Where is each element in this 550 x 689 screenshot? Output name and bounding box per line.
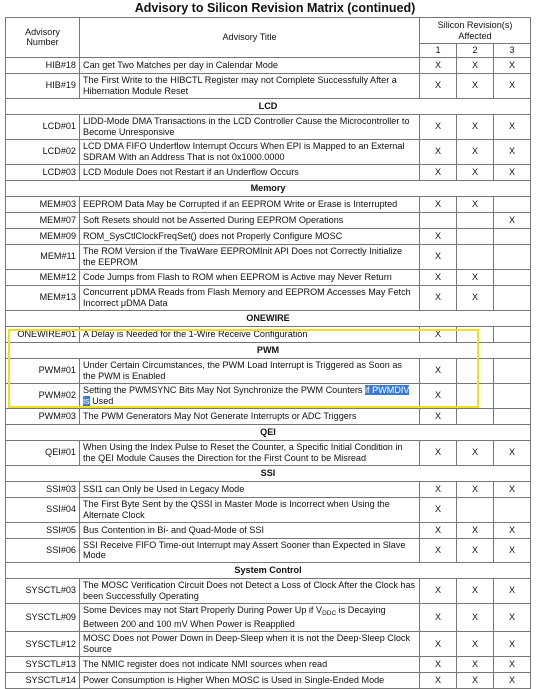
section-row: [6, 98, 531, 114]
revision-3-cell: X: [494, 672, 531, 688]
revision-1-cell: X: [420, 672, 457, 688]
revision-2-cell: [457, 326, 494, 342]
revision-2-cell: [457, 408, 494, 424]
revision-3-cell: X: [494, 656, 531, 672]
advisory-title: The MOSC Verification Circuit Does not Detect a Loss of Clock After the Clock has been Successfully Operating: [80, 578, 420, 603]
revision-2-cell: X: [457, 114, 494, 139]
table-row: [6, 244, 531, 269]
table-row: [6, 538, 531, 562]
revision-3-cell: X: [494, 522, 531, 538]
advisory-title: LCD DMA FIFO Underflow Interrupt Occurs When EPI is Mapped to an External SDRAM With an Address That is not 0x1000.0000: [80, 139, 420, 164]
advisory-number: LCD#02: [6, 139, 80, 164]
revision-3-cell: [494, 244, 531, 269]
revision-3-cell: X: [494, 631, 531, 656]
table-row: [6, 408, 531, 424]
advisory-title: Power Consumption is Higher When MOSC is Used in Single-Ended Mode: [80, 672, 420, 688]
subscript-text: DDC: [322, 609, 337, 617]
table-row: [6, 139, 531, 164]
table-row: [6, 114, 531, 139]
revision-1-cell: X: [420, 196, 457, 212]
advisory-title: [80, 383, 420, 408]
revision-2-cell: X: [457, 164, 494, 180]
revision-3-cell: X: [494, 212, 531, 228]
revision-3-cell: X: [494, 57, 531, 73]
revision-3-cell: X: [494, 440, 531, 465]
advisory-title: Bus Contention in Bi- and Quad-Mode of SSI: [80, 522, 420, 538]
advisory-title-text: Setting the PWMSYNC Bits May Not Synchronize the PWM Counters: [83, 385, 366, 395]
section-heading: ONEWIRE: [6, 310, 531, 326]
revision-1-cell: X: [420, 285, 457, 310]
table-row: [6, 73, 531, 98]
revision-3-cell: [494, 228, 531, 244]
revision-1-cell: X: [420, 139, 457, 164]
advisory-title: Can get Two Matches per day in Calendar Mode: [80, 57, 420, 73]
header-advisory-title: Advisory Title: [80, 18, 420, 58]
section-heading: SSI: [6, 465, 531, 481]
revision-1-cell: X: [420, 408, 457, 424]
section-heading: Memory: [6, 180, 531, 196]
table-row: [6, 497, 531, 522]
table-row: [6, 522, 531, 538]
advisory-number: SSI#05: [6, 522, 80, 538]
revision-3-cell: X: [494, 481, 531, 497]
revision-1-cell: X: [420, 57, 457, 73]
revision-3-cell: X: [494, 114, 531, 139]
revision-2-cell: [457, 244, 494, 269]
revision-1-cell: X: [420, 326, 457, 342]
revision-2-cell: X: [457, 73, 494, 98]
table-row: [6, 196, 531, 212]
section-row: [6, 424, 531, 440]
table-row: [6, 285, 531, 310]
revision-2-cell: X: [457, 672, 494, 688]
advisory-title: Under Certain Circumstances, the PWM Load Interrupt is Triggered as Soon as the PWM is Enabled: [80, 358, 420, 383]
revision-2-cell: X: [457, 269, 494, 285]
advisory-number: MEM#12: [6, 269, 80, 285]
revision-1-cell: X: [420, 538, 457, 562]
advisory-title: SSI Receive FIFO Time-out Interrupt may Assert Sooner than Expected in Slave Mode: [80, 538, 420, 562]
revision-1-cell: X: [420, 73, 457, 98]
advisory-number: SYSCTL#13: [6, 656, 80, 672]
section-heading: System Control: [6, 562, 531, 578]
table-body: [6, 57, 531, 688]
revision-3-cell: X: [494, 73, 531, 98]
revision-1-cell: X: [420, 114, 457, 139]
advisory-title: The NMIC register does not indicate NMI sources when read: [80, 656, 420, 672]
section-row: [6, 562, 531, 578]
advisory-title-text: Used: [89, 395, 114, 406]
advisory-title: A Delay is Needed for the 1-Wire Receive Configuration: [80, 326, 420, 342]
advisory-number: SSI#03: [6, 481, 80, 497]
revision-3-cell: X: [494, 538, 531, 562]
advisory-number: SSI#06: [6, 538, 80, 562]
advisory-number: MEM#09: [6, 228, 80, 244]
revision-3-cell: [494, 408, 531, 424]
advisory-title: The First Write to the HIBCTL Register may not Complete Successfully After a Hibernation Module Reset: [80, 73, 420, 98]
revision-2-cell: [457, 358, 494, 383]
advisory-title-text: Some Devices may not Start Properly During Power Up if V: [83, 604, 323, 615]
advisory-title: Concurrent μDMA Reads from Flash Memory and EEPROM Accesses May Fetch Incorrect μDMA Data: [80, 285, 420, 310]
table-row: [6, 440, 531, 465]
advisory-title: SSI1 can Only be Used in Legacy Mode: [80, 481, 420, 497]
revision-1-cell: X: [420, 481, 457, 497]
advisory-number: SYSCTL#09: [6, 603, 80, 631]
advisory-title: Code Jumps from Flash to ROM when EEPROM is Active may Never Return: [80, 269, 420, 285]
advisory-number: QEI#01: [6, 440, 80, 465]
table-row: [6, 212, 531, 228]
revision-1-cell: X: [420, 244, 457, 269]
section-row: [6, 310, 531, 326]
advisory-title: Soft Resets should not be Asserted During EEPROM Operations: [80, 212, 420, 228]
revision-2-cell: X: [457, 139, 494, 164]
revision-3-cell: [494, 358, 531, 383]
advisory-number: MEM#11: [6, 244, 80, 269]
revision-3-cell: X: [494, 578, 531, 603]
revision-2-cell: X: [457, 285, 494, 310]
section-heading: LCD: [6, 98, 531, 114]
revision-3-cell: X: [494, 139, 531, 164]
section-row: [6, 342, 531, 358]
table-row: [6, 57, 531, 73]
advisory-title: The First Byte Sent by the QSSI in Master Mode is Incorrect when Using the Alternate Clock: [80, 497, 420, 522]
section-row: [6, 465, 531, 481]
advisory-number: ONEWIRE#01: [6, 326, 80, 342]
advisory-number: SYSCTL#14: [6, 672, 80, 688]
section-row: [6, 180, 531, 196]
header-silicon-revisions: Silicon Revision(s) Affected: [420, 18, 531, 44]
revision-2-cell: [457, 212, 494, 228]
advisory-title: The PWM Generators May Not Generate Interrupts or ADC Triggers: [80, 408, 420, 424]
table-row: [6, 358, 531, 383]
revision-2-cell: [457, 497, 494, 522]
advisory-number: MEM#07: [6, 212, 80, 228]
advisory-number: PWM#02: [6, 383, 80, 408]
header-advisory-number: Advisory Number: [6, 18, 80, 58]
revision-1-cell: X: [420, 383, 457, 408]
revision-3-cell: [494, 383, 531, 408]
table-row: [6, 656, 531, 672]
advisory-number: LCD#01: [6, 114, 80, 139]
revision-1-cell: X: [420, 578, 457, 603]
table-row: [6, 672, 531, 688]
advisory-title: When Using the Index Pulse to Reset the Counter, a Specific Initial Condition in the QEI Module Causes the Direction for the First Count to be Misread: [80, 440, 420, 465]
table-row: [6, 164, 531, 180]
advisory-number: PWM#01: [6, 358, 80, 383]
table-row: [6, 383, 531, 408]
advisory-title: MOSC Does not Power Down in Deep-Sleep when it is not the Deep-Sleep Clock Source: [80, 631, 420, 656]
revision-2-cell: X: [457, 631, 494, 656]
revision-3-cell: [494, 497, 531, 522]
revision-1-cell: X: [420, 631, 457, 656]
header-rev-1: 1: [420, 44, 457, 58]
section-heading: PWM: [6, 342, 531, 358]
advisory-title: EEPROM Data May be Corrupted if an EEPROM Write or Erase is Interrupted: [80, 196, 420, 212]
revision-3-cell: [494, 269, 531, 285]
revision-1-cell: X: [420, 440, 457, 465]
advisory-title-text: is Decaying Between 200 and 100 mV When Power is Reapplied: [83, 604, 386, 630]
table-row: [6, 481, 531, 497]
revision-2-cell: X: [457, 481, 494, 497]
advisory-number: SSI#04: [6, 497, 80, 522]
page-title: Advisory to Silicon Revision Matrix (continued): [134, 1, 416, 15]
revision-3-cell: X: [494, 164, 531, 180]
revision-2-cell: [457, 383, 494, 408]
table-row: [6, 326, 531, 342]
advisory-matrix-table: [5, 17, 531, 689]
table-row: [6, 578, 531, 603]
revision-3-cell: X: [494, 603, 531, 631]
table-row: [6, 603, 531, 631]
revision-1-cell: [420, 212, 457, 228]
revision-2-cell: X: [457, 656, 494, 672]
advisory-title: LIDD-Mode DMA Transactions in the LCD Controller Cause the Microcontroller to Become Unresponsive: [80, 114, 420, 139]
advisory-number: MEM#03: [6, 196, 80, 212]
revision-1-cell: X: [420, 603, 457, 631]
revision-1-cell: X: [420, 656, 457, 672]
advisory-number: PWM#03: [6, 408, 80, 424]
revision-2-cell: X: [457, 538, 494, 562]
revision-2-cell: X: [457, 440, 494, 465]
advisory-title: ROM_SysCtlClockFreqSet() does not Properly Configure MOSC: [80, 228, 420, 244]
section-heading: QEI: [6, 424, 531, 440]
revision-2-cell: X: [457, 196, 494, 212]
advisory-number: SYSCTL#03: [6, 578, 80, 603]
advisory-number: HIB#18: [6, 57, 80, 73]
header-rev-3: 3: [494, 44, 531, 58]
revision-1-cell: X: [420, 497, 457, 522]
revision-2-cell: X: [457, 57, 494, 73]
revision-1-cell: X: [420, 164, 457, 180]
advisory-title: The ROM Version if the TivaWare EEPROMInit API Does not Correctly Initialize the EEPROM: [80, 244, 420, 269]
revision-3-cell: [494, 196, 531, 212]
revision-1-cell: X: [420, 269, 457, 285]
advisory-number: LCD#03: [6, 164, 80, 180]
table-row: [6, 269, 531, 285]
advisory-number: HIB#19: [6, 73, 80, 98]
revision-2-cell: [457, 228, 494, 244]
revision-2-cell: X: [457, 578, 494, 603]
revision-1-cell: X: [420, 228, 457, 244]
header-rev-2: 2: [457, 44, 494, 58]
table-row: [6, 228, 531, 244]
text-selection-highlight: if PWMDIV is: [83, 385, 410, 406]
revision-3-cell: [494, 326, 531, 342]
advisory-title: LCD Module Does not Restart if an Underflow Occurs: [80, 164, 420, 180]
revision-3-cell: [494, 285, 531, 310]
revision-1-cell: X: [420, 522, 457, 538]
advisory-number: SYSCTL#12: [6, 631, 80, 656]
revision-1-cell: X: [420, 358, 457, 383]
advisory-title: [80, 603, 420, 631]
table-row: [6, 631, 531, 656]
revision-2-cell: X: [457, 603, 494, 631]
advisory-number: MEM#13: [6, 285, 80, 310]
revision-2-cell: X: [457, 522, 494, 538]
